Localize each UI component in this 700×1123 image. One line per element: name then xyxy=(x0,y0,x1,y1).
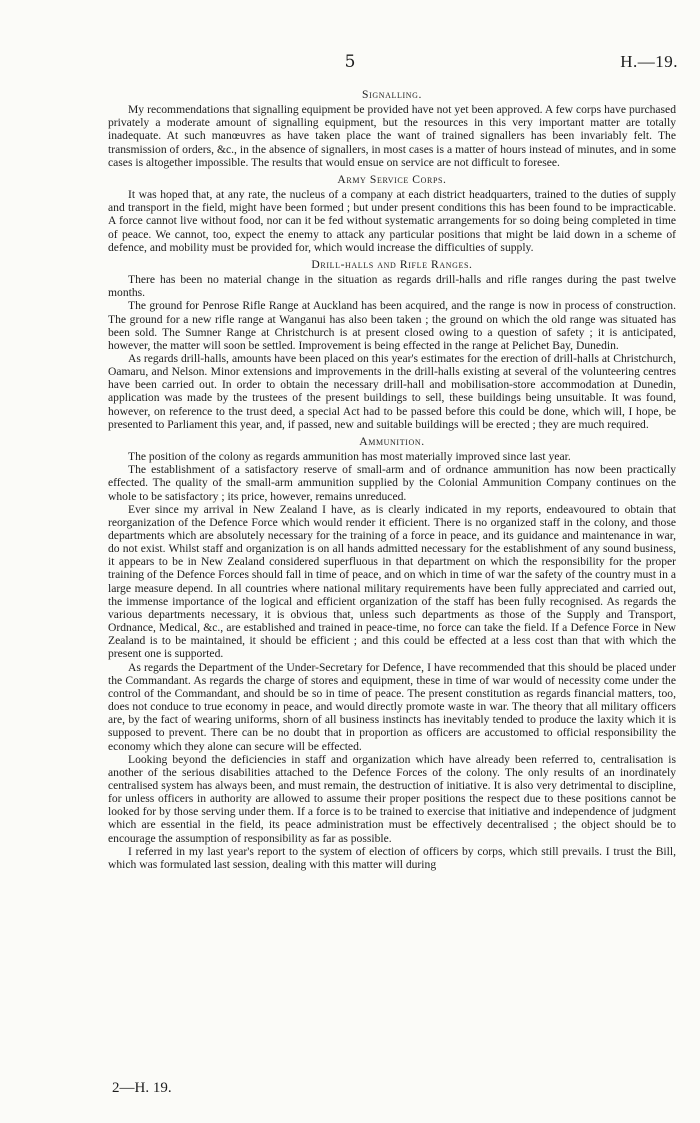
section-ammunition xyxy=(108,435,676,871)
paragraph: Ever since my arrival in New Zealand I have, as is clearly indicated in my reports, endeavoured to obtain that reorganization of the Defence Force which would render it efficient. There is no organized staff in the colony, and those departments which are absolutely necessary for the training of a force in peace, and its guidance and maintenance in war, do not exist. Whilst staff and organization is on all hands admitted necessary for the establishment of any sound business, it appears to be in New Zealand considered superfluous in that department on which the responsibility for the proper training of the Defence Forces should fall in time of peace, and on which in time of war the safety of the country must in a large measure depend. In all countries where national military requirements have been fully appreciated and carried out, the immense importance of the logical and efficient organization of the staff has been fully recognised. As regards the various departments necessary, it is obvious that, unless such departments as those of the Supply and Transport, Ordnance, Medical, &c., are established and trained in peace-time, no force can take the field. If a Defence Force in New Zealand is to be maintained, it should be efficient ; and this could be effected at a less cost than that with which the present one is supported. xyxy=(108,502,676,661)
paragraph: The ground for Penrose Rifle Range at Auckland has been acquired, and the range is now in process of construction. The ground for a new rifle range at Wanganui has also been taken ; the ground on which the old range was situated has been sold. The Sumner Range at Christchurch is at present closed owing to a question of safety ; it is anticipated, however, the matter will soon be settled. Improvement is being effected in the range at Pelichet Bay, Dunedin. xyxy=(108,299,676,352)
signature-reference: 2—H. 19. xyxy=(112,1080,172,1096)
section-heading: Ammunition. xyxy=(359,434,425,448)
document-reference: H.—19. xyxy=(620,52,678,71)
section-heading: Signalling. xyxy=(362,88,422,101)
section-drill-halls xyxy=(108,258,676,431)
paragraph: The position of the colony as regards ammunition has most materially improved since last year. xyxy=(128,450,571,464)
section-heading: Army Service Corps. xyxy=(337,172,447,186)
paragraph: I referred in my last year's report to the system of election of officers by corps, which still prevails. I trust the Bill, which was formulated last session, dealing with this matter will during xyxy=(108,844,676,871)
page-number: 5 xyxy=(344,52,356,72)
section-signalling xyxy=(108,88,676,169)
paragraph: It was hoped that, at any rate, the nucleus of a company at each district headquarters, trained to the duties of supply and transport in the field, might have been formed ; but under present conditions this has been found to be impracticable. A force cannot live without food, nor can it be fed without systematic arrangements for so doing being completed in time of peace. We cannot, too, expect the enemy to attack any particular positions that might be laid down in a scheme of defence, and mobility must be provided for, which would increase the difficulties of supply. xyxy=(108,188,676,254)
paragraph: There has been no material change in the situation as regards drill-halls and rifle ranges during the past twelve months. xyxy=(108,273,676,300)
section-army-service-corps xyxy=(108,173,676,254)
paragraph: As regards the Department of the Under-Secretary for Defence, I have recommended that this should be placed under the Commandant. As regards the charge of stores and equipment, these in time of war would of necessity come under the control of the Commandant, and should be so in time of peace. The present constitution as regards financial matters, too, does not conduce to true economy in peace, and would directly promote waste in war. The theory that all military officers are, by the fact of wearing uniforms, shorn of all business instincts has inevitably tended to produce the laxity which it is supposed to prevent. There can be no doubt that in proportion as officers are accustomed to official responsibility the economy which they alone can secure will be effected. xyxy=(108,660,676,753)
paragraph: Looking beyond the deficiencies in staff and organization which have already been referred to, centralisation is another of the serious disabilities attached to the Defence Forces of the colony. The only results of an inordinately centralised system has always been, and must remain, the destruction of initiative. It is also very detrimental to discipline, for unless officers in authority are allowed to assume their proper positions the respect due to these positions cannot be looked for by those serving under them. If a force is to be trained to exercise that initiative and independence of judgment which are essential in the field, its peace administration must be effectively decentralised ; the object should be to encourage the assumption of responsibility as far as possible. xyxy=(108,752,676,845)
document-body xyxy=(108,84,676,871)
paragraph: The establishment of a satisfactory reserve of small-arm and of ordnance ammunition has now been practically effected. The quality of the small-arm ammunition supplied by the Colonial Ammunition Company continues on the whole to be satisfactory ; its price, however, remains unreduced. xyxy=(108,463,676,503)
paragraph: My recommendations that signalling equipment be provided have not yet been approved. A few corps have purchased privately a moderate amount of signalling equipment, but the resources in this very important matter are totally inadequate. At such manœuvres as have taken place the want of trained signallers has been invariably felt. The transmission of orders, &c., in the absence of signallers, in most cases is a matter of hours instead of minutes, and in some cases is altogether impossible. The results that would ensue on service are not difficult to foresee. xyxy=(108,103,676,169)
section-heading: Drill-halls and Rifle Ranges. xyxy=(311,257,473,271)
paragraph: As regards drill-halls, amounts have been placed on this year's estimates for the erection of drill-halls at Christchurch, Oamaru, and Nelson. Minor extensions and improvements in the drill-halls existing at several of the volunteering centres have been carried out. In order to obtain the necessary drill-hall and mobilisation-store accommodation at Dunedin, application was made by the trustees of the present buildings to sell, these buildings being unsuitable. It was found, however, on reference to the trust deed, a special Act had to be passed before this could be done, which will, I hope, be presented to Parliament this year, and, if passed, new and suitable buildings will be erected ; they are much required. xyxy=(108,351,676,431)
